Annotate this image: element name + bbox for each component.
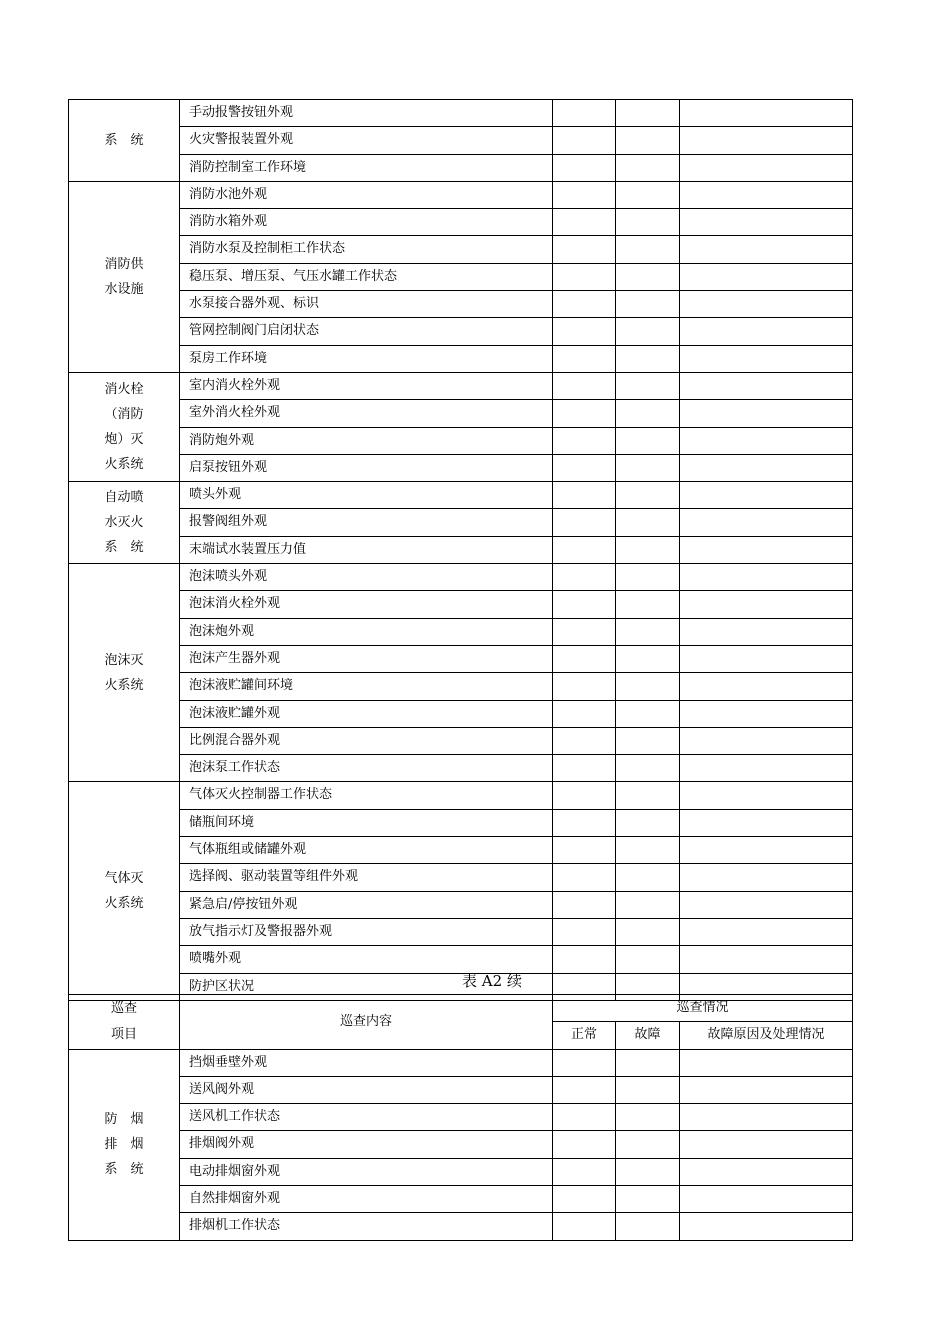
fault-cell[interactable]	[616, 345, 680, 372]
inspection-table-part2	[68, 994, 853, 1241]
inspection-item: 气体瓶组或储罐外观	[180, 837, 553, 864]
category-line: 消火栓	[104, 382, 144, 398]
category-line: 水设施	[104, 281, 144, 297]
table-row	[69, 482, 853, 509]
normal-cell[interactable]	[553, 427, 616, 454]
normal-cell[interactable]	[553, 181, 616, 208]
remark-cell[interactable]	[680, 564, 853, 591]
normal-cell[interactable]	[553, 1076, 616, 1103]
normal-cell[interactable]	[553, 1049, 616, 1076]
inspection-item: 喷头外观	[180, 482, 553, 509]
inspection-item: 消防水泵及控制柜工作状态	[180, 236, 553, 263]
remark-cell[interactable]	[680, 536, 853, 563]
remark-cell[interactable]	[680, 891, 853, 918]
inspection-item: 泵房工作环境	[180, 345, 553, 372]
table-row	[69, 700, 853, 727]
table-row	[69, 1049, 853, 1076]
inspection-item: 喷嘴外观	[180, 946, 553, 973]
normal-cell[interactable]	[553, 372, 616, 399]
inspection-item: 自然排烟窗外观	[180, 1186, 553, 1213]
fault-cell[interactable]	[616, 1131, 680, 1158]
inspection-item: 消防水池外观	[180, 181, 553, 208]
inspection-item: 泡沫消火栓外观	[180, 591, 553, 618]
normal-cell[interactable]	[553, 700, 616, 727]
table-row	[69, 891, 853, 918]
fault-cell[interactable]	[616, 454, 680, 481]
fault-cell[interactable]	[616, 318, 680, 345]
table-row	[69, 127, 853, 154]
remark-cell[interactable]	[680, 1158, 853, 1185]
remark-cell[interactable]	[680, 318, 853, 345]
fault-cell[interactable]	[616, 1213, 680, 1240]
normal-cell[interactable]	[553, 127, 616, 154]
remark-cell[interactable]	[680, 263, 853, 290]
normal-cell[interactable]	[553, 482, 616, 509]
normal-cell[interactable]	[553, 236, 616, 263]
fault-cell[interactable]	[616, 864, 680, 891]
normal-cell[interactable]	[553, 591, 616, 618]
normal-cell[interactable]	[553, 1131, 616, 1158]
category-cell	[69, 482, 180, 564]
inspection-item: 排烟阀外观	[180, 1131, 553, 1158]
normal-cell[interactable]	[553, 1104, 616, 1131]
inspection-item: 气体灭火控制器工作状态	[180, 782, 553, 809]
inspection-item: 消防炮外观	[180, 427, 553, 454]
remark-cell[interactable]	[680, 782, 853, 809]
fault-cell[interactable]	[616, 809, 680, 836]
fault-cell[interactable]	[616, 946, 680, 973]
remark-cell[interactable]	[680, 291, 853, 318]
normal-cell[interactable]	[553, 918, 616, 945]
inspection-item: 稳压泵、增压泵、气压水罐工作状态	[180, 263, 553, 290]
category-line: 自动喷	[104, 490, 144, 506]
inspection-item: 末端试水装置压力值	[180, 536, 553, 563]
normal-cell[interactable]	[553, 100, 616, 127]
fault-cell[interactable]	[616, 236, 680, 263]
table-header	[69, 995, 853, 1050]
category-cell	[69, 372, 180, 481]
table-row	[69, 809, 853, 836]
category-line: 火系统	[104, 677, 144, 693]
table-caption: 表 A2 续	[462, 972, 522, 990]
table-row	[69, 372, 853, 399]
normal-cell[interactable]	[553, 536, 616, 563]
remark-cell[interactable]	[680, 127, 853, 154]
normal-cell[interactable]	[553, 400, 616, 427]
normal-cell[interactable]	[553, 946, 616, 973]
fault-cell[interactable]	[616, 591, 680, 618]
remark-cell[interactable]	[680, 1076, 853, 1103]
inspection-item: 室外消火栓外观	[180, 400, 553, 427]
inspection-item: 泡沫产生器外观	[180, 645, 553, 672]
remark-cell[interactable]	[680, 673, 853, 700]
fault-cell[interactable]	[616, 1158, 680, 1185]
fault-cell[interactable]	[616, 100, 680, 127]
table-row	[69, 755, 853, 782]
normal-cell[interactable]	[553, 618, 616, 645]
header-fault: 故障	[616, 1022, 680, 1049]
normal-cell[interactable]	[553, 755, 616, 782]
normal-cell[interactable]	[553, 345, 616, 372]
header-item-line2: 项目	[110, 1026, 137, 1042]
inspection-item: 泡沫泵工作状态	[180, 755, 553, 782]
table-row	[69, 400, 853, 427]
normal-cell[interactable]	[553, 673, 616, 700]
category-cell	[69, 564, 180, 782]
normal-cell[interactable]	[553, 1158, 616, 1185]
table-row	[69, 536, 853, 563]
category-line: 系 统	[104, 540, 144, 556]
remark-cell[interactable]	[680, 618, 853, 645]
remark-cell[interactable]	[680, 1131, 853, 1158]
remark-cell[interactable]	[680, 154, 853, 181]
table-row	[69, 181, 853, 208]
header-reason: 故障原因及处理情况	[680, 1022, 853, 1049]
table-row	[69, 263, 853, 290]
fault-cell[interactable]	[616, 536, 680, 563]
category-line: 气体灭	[104, 871, 144, 887]
inspection-item: 消防控制室工作环境	[180, 154, 553, 181]
table-row	[69, 318, 853, 345]
category-line: 炮）灭	[104, 432, 144, 448]
remark-cell[interactable]	[680, 918, 853, 945]
fault-cell[interactable]	[616, 263, 680, 290]
remark-cell[interactable]	[680, 1049, 853, 1076]
normal-cell[interactable]	[553, 291, 616, 318]
category-cell	[69, 1049, 180, 1240]
table-row	[69, 291, 853, 318]
category-line: 系 统	[104, 1162, 144, 1178]
header-status: 巡查情况	[553, 995, 853, 1022]
table-row	[69, 154, 853, 181]
fault-cell[interactable]	[616, 482, 680, 509]
inspection-item: 消防水箱外观	[180, 209, 553, 236]
fault-cell[interactable]	[616, 700, 680, 727]
fault-cell[interactable]	[616, 372, 680, 399]
remark-cell[interactable]	[680, 645, 853, 672]
table-row	[69, 509, 853, 536]
normal-cell[interactable]	[553, 809, 616, 836]
inspection-item: 电动排烟窗外观	[180, 1158, 553, 1185]
category-line: 排 烟	[104, 1137, 144, 1153]
fault-cell[interactable]	[616, 837, 680, 864]
inspection-item: 室内消火栓外观	[180, 372, 553, 399]
inspection-item: 手动报警按钮外观	[180, 100, 553, 127]
inspection-item: 比例混合器外观	[180, 727, 553, 754]
remark-cell[interactable]	[680, 345, 853, 372]
fault-cell[interactable]	[616, 209, 680, 236]
inspection-item: 防护区状况	[180, 973, 553, 1000]
remark-cell[interactable]	[680, 755, 853, 782]
fault-cell[interactable]	[616, 755, 680, 782]
fault-cell[interactable]	[616, 727, 680, 754]
remark-cell[interactable]	[680, 209, 853, 236]
normal-cell[interactable]	[553, 564, 616, 591]
remark-cell[interactable]	[680, 837, 853, 864]
fault-cell[interactable]	[616, 918, 680, 945]
inspection-table-body	[69, 1049, 853, 1240]
fault-cell[interactable]	[616, 1049, 680, 1076]
normal-cell[interactable]	[553, 891, 616, 918]
fault-cell[interactable]	[616, 400, 680, 427]
category-cell	[69, 100, 180, 182]
inspection-item: 启泵按钮外观	[180, 454, 553, 481]
normal-cell[interactable]	[553, 454, 616, 481]
inspection-item: 火灾警报装置外观	[180, 127, 553, 154]
remark-cell[interactable]	[680, 181, 853, 208]
remark-cell[interactable]	[680, 591, 853, 618]
fault-cell[interactable]	[616, 1186, 680, 1213]
normal-cell[interactable]	[553, 263, 616, 290]
normal-cell[interactable]	[553, 209, 616, 236]
normal-cell[interactable]	[553, 727, 616, 754]
fault-cell[interactable]	[616, 1076, 680, 1103]
inspection-item: 挡烟垂壁外观	[180, 1049, 553, 1076]
normal-cell[interactable]	[553, 645, 616, 672]
category-line: 防 烟	[104, 1112, 144, 1128]
inspection-table-body	[69, 100, 853, 1001]
remark-cell[interactable]	[680, 1104, 853, 1131]
fault-cell[interactable]	[616, 291, 680, 318]
table-row	[69, 673, 853, 700]
fault-cell[interactable]	[616, 645, 680, 672]
inspection-item: 排烟机工作状态	[180, 1213, 553, 1240]
category-line: 水灭火	[104, 515, 144, 531]
inspection-item: 选择阀、驱动装置等组件外观	[180, 864, 553, 891]
remark-cell[interactable]	[680, 482, 853, 509]
inspection-item: 泡沫液贮罐外观	[180, 700, 553, 727]
normal-cell[interactable]	[553, 782, 616, 809]
category-line: 泡沫灭	[104, 652, 144, 668]
normal-cell[interactable]	[553, 154, 616, 181]
inspection-item: 紧急启/停按钮外观	[180, 891, 553, 918]
inspection-item: 储瓶间环境	[180, 809, 553, 836]
table-row	[69, 1104, 853, 1131]
category-line: 火系统	[104, 896, 144, 912]
fault-cell[interactable]	[616, 154, 680, 181]
fault-cell[interactable]	[616, 509, 680, 536]
table-row	[69, 618, 853, 645]
inspection-item: 送风机工作状态	[180, 1104, 553, 1131]
table-row	[69, 837, 853, 864]
table-row	[69, 1131, 853, 1158]
normal-cell[interactable]	[553, 318, 616, 345]
inspection-item: 水泵接合器外观、标识	[180, 291, 553, 318]
fault-cell[interactable]	[616, 1104, 680, 1131]
remark-cell[interactable]	[680, 372, 853, 399]
table-row	[69, 100, 853, 127]
inspection-item: 管网控制阀门启闭状态	[180, 318, 553, 345]
header-item-line1: 巡查	[110, 1000, 137, 1016]
fault-cell[interactable]	[616, 127, 680, 154]
category-cell	[69, 181, 180, 372]
remark-cell[interactable]	[680, 100, 853, 127]
inspection-item: 泡沫炮外观	[180, 618, 553, 645]
fault-cell[interactable]	[616, 673, 680, 700]
table-row	[69, 1158, 853, 1185]
fault-cell[interactable]	[616, 427, 680, 454]
fault-cell[interactable]	[616, 891, 680, 918]
table-row	[69, 946, 853, 973]
category-cell	[69, 782, 180, 1000]
table-row	[69, 345, 853, 372]
inspection-table-part1	[68, 99, 853, 1001]
normal-cell[interactable]	[553, 1186, 616, 1213]
remark-cell[interactable]	[680, 427, 853, 454]
header-content: 巡查内容	[180, 995, 553, 1050]
inspection-item: 放气指示灯及警报器外观	[180, 918, 553, 945]
category-line: 火系统	[104, 457, 144, 473]
normal-cell[interactable]	[553, 837, 616, 864]
table-row	[69, 209, 853, 236]
fault-cell[interactable]	[616, 782, 680, 809]
table-row	[69, 1213, 853, 1240]
inspection-item: 泡沫液贮罐间环境	[180, 673, 553, 700]
inspection-item: 泡沫喷头外观	[180, 564, 553, 591]
category-line: 消防供	[104, 256, 144, 272]
table-row	[69, 727, 853, 754]
remark-cell[interactable]	[680, 700, 853, 727]
table-row	[69, 1186, 853, 1213]
remark-cell[interactable]	[680, 946, 853, 973]
category-line: （消防	[104, 407, 144, 423]
inspection-item: 送风阀外观	[180, 1076, 553, 1103]
table-row	[69, 591, 853, 618]
fault-cell[interactable]	[616, 618, 680, 645]
remark-cell[interactable]	[680, 400, 853, 427]
inspection-item: 报警阀组外观	[180, 509, 553, 536]
remark-cell[interactable]	[680, 727, 853, 754]
remark-cell[interactable]	[680, 454, 853, 481]
table-row	[69, 864, 853, 891]
category-line: 系 统	[104, 132, 144, 148]
normal-cell[interactable]	[553, 509, 616, 536]
table-row	[69, 918, 853, 945]
table-row	[69, 782, 853, 809]
remark-cell[interactable]	[680, 864, 853, 891]
fault-cell[interactable]	[616, 181, 680, 208]
table-row	[69, 645, 853, 672]
remark-cell[interactable]	[680, 236, 853, 263]
table-row	[69, 236, 853, 263]
table-row	[69, 1076, 853, 1103]
table-row	[69, 454, 853, 481]
table-row	[69, 427, 853, 454]
normal-cell[interactable]	[553, 1213, 616, 1240]
fault-cell[interactable]	[616, 564, 680, 591]
header-item-cell	[69, 995, 180, 1050]
header-normal: 正常	[553, 1022, 616, 1049]
remark-cell[interactable]	[680, 809, 853, 836]
remark-cell[interactable]	[680, 1213, 853, 1240]
table-row	[69, 564, 853, 591]
normal-cell[interactable]	[553, 864, 616, 891]
remark-cell[interactable]	[680, 1186, 853, 1213]
remark-cell[interactable]	[680, 509, 853, 536]
